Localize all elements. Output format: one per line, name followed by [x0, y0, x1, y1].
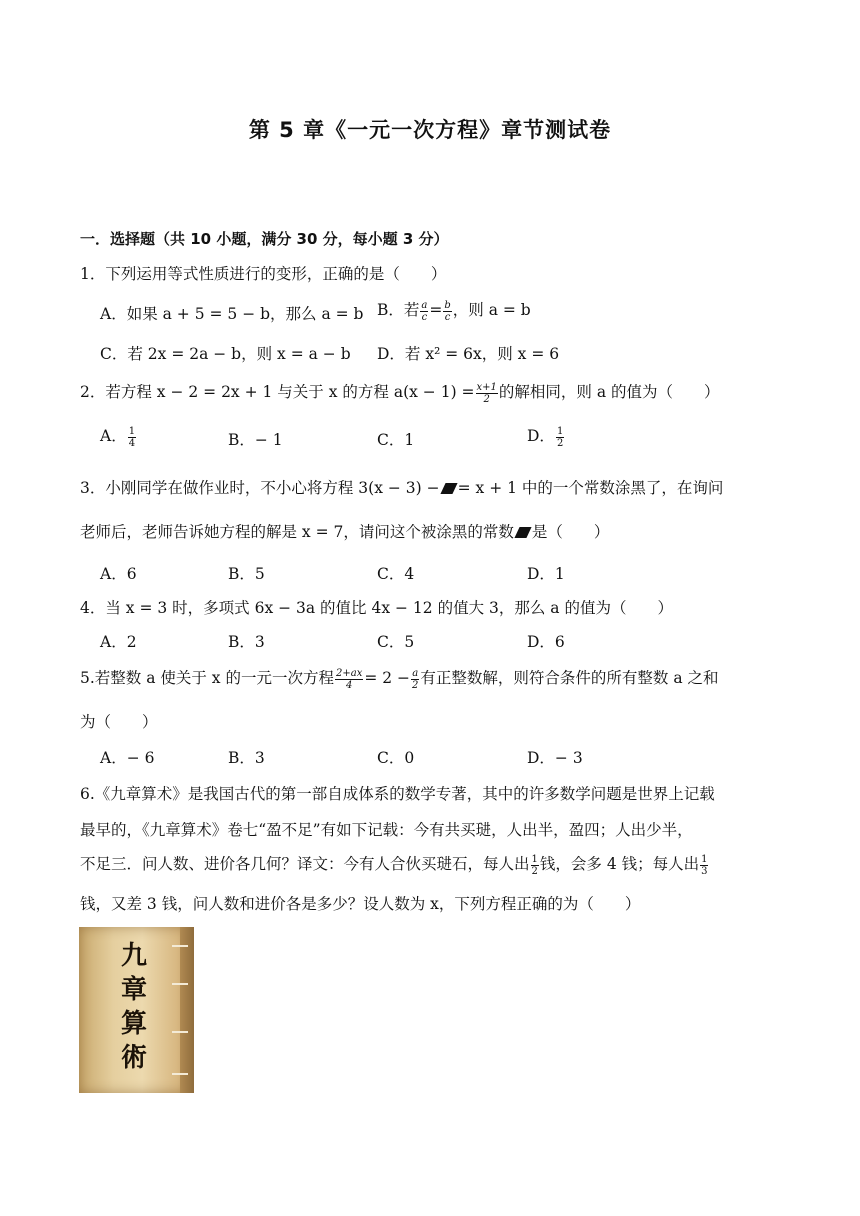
ink-blot-icon: [440, 483, 457, 494]
q3-option-d: D．1: [527, 565, 565, 583]
question-4-stem: 4．当 x = 3 时，多项式 6x − 3a 的值比 4x − 12 的值大 3，那么 a 的值为（ ）: [80, 599, 673, 617]
q4-option-a: A．2: [100, 633, 137, 651]
question-6-line-1: 6.《九章算术》是我国古代的第一部自成体系的数学专著，其中的许多数学问题是世界上记载: [80, 785, 715, 803]
question-2-stem: 2．若方程 x − 2 = 2x + 1 与关于 x 的方程 a(x − 1) = $\frac{x+1}{2}$ 的解相同，则 a 的值为（ ）: [80, 381, 720, 405]
q5-option-a: A．− 6: [100, 749, 155, 767]
page-title: 第 5 章《一元一次方程》章节测试卷: [248, 118, 612, 142]
q1-option-a: A．如果 a + 5 = 5 − b，那么 a = b: [100, 305, 364, 323]
q1-option-d: D．若 x² = 6x，则 x = 6: [377, 345, 560, 363]
question-6-line-4: 钱，又差 3 钱，问人数和进价各是多少？设人数为 x，下列方程正确的为（ ）: [80, 895, 641, 913]
question-1-stem: 1．下列运用等式性质进行的变形，正确的是（ ）: [80, 265, 447, 283]
question-5-line-2: 为（ ）: [80, 713, 158, 731]
q1-option-c: C．若 2x = 2a − b，则 x = a − b: [100, 345, 351, 363]
q2-option-b: B．− 1: [228, 431, 283, 449]
section-heading: 一．选择题（共 10 小题，满分 30 分，每小题 3 分）: [80, 230, 449, 248]
q3-option-b: B．5: [228, 565, 265, 583]
q2-option-c: C．1: [377, 431, 415, 449]
jiuzhang-suanshu-book-image: [79, 927, 194, 1093]
q1-option-b: B．若 $\frac{a}{c}$ = $\frac{b}{c}$ ，则 a = b: [377, 299, 531, 323]
q5-option-b: B．3: [228, 749, 265, 767]
q3-option-a: A．6: [100, 565, 137, 583]
question-5-line-1: 5.若整数 a 使关于 x 的一元一次方程 $\frac{2+ax}{4}$ = 2 − $\frac{a}{2}$ 有正整数解，则符合条件的所有整数 a 之和: [80, 667, 719, 691]
question-3-line-1: 3．小刚同学在做作业时，不小心将方程 3(x − 3) − = x + 1 中的一个常数涂黑了，在询问: [80, 479, 724, 497]
question-6-line-2: 最早的，《九章算术》卷七“盈不足”有如下记载：今有共买琎，人出半，盈四；人出少半，: [80, 821, 693, 839]
q5-option-c: C．0: [377, 749, 415, 767]
q2-option-d: D． $\frac{1}{2}$: [527, 425, 564, 449]
q4-option-c: C．5: [377, 633, 415, 651]
ink-blot-icon: [514, 527, 531, 538]
q3-option-c: C．4: [377, 565, 415, 583]
q4-option-b: B．3: [228, 633, 265, 651]
q4-option-d: D．6: [527, 633, 565, 651]
question-6-line-3: 不足三．问人数、进价各几何？译文：今有人合伙买琎石，每人出 $\frac{1}{2}$ 钱，会多 4 钱；每人出 $\frac{1}{3}$: [80, 853, 708, 877]
book-cover-title: 九 章 算 術: [120, 941, 147, 1073]
question-3-line-2: 老师后，老师告诉她方程的解是 x = 7，请问这个被涂黑的常数 是（ ）: [80, 523, 610, 541]
q2-option-a: A． $\frac{1}{4}$: [100, 425, 136, 449]
q5-option-d: D．− 3: [527, 749, 583, 767]
